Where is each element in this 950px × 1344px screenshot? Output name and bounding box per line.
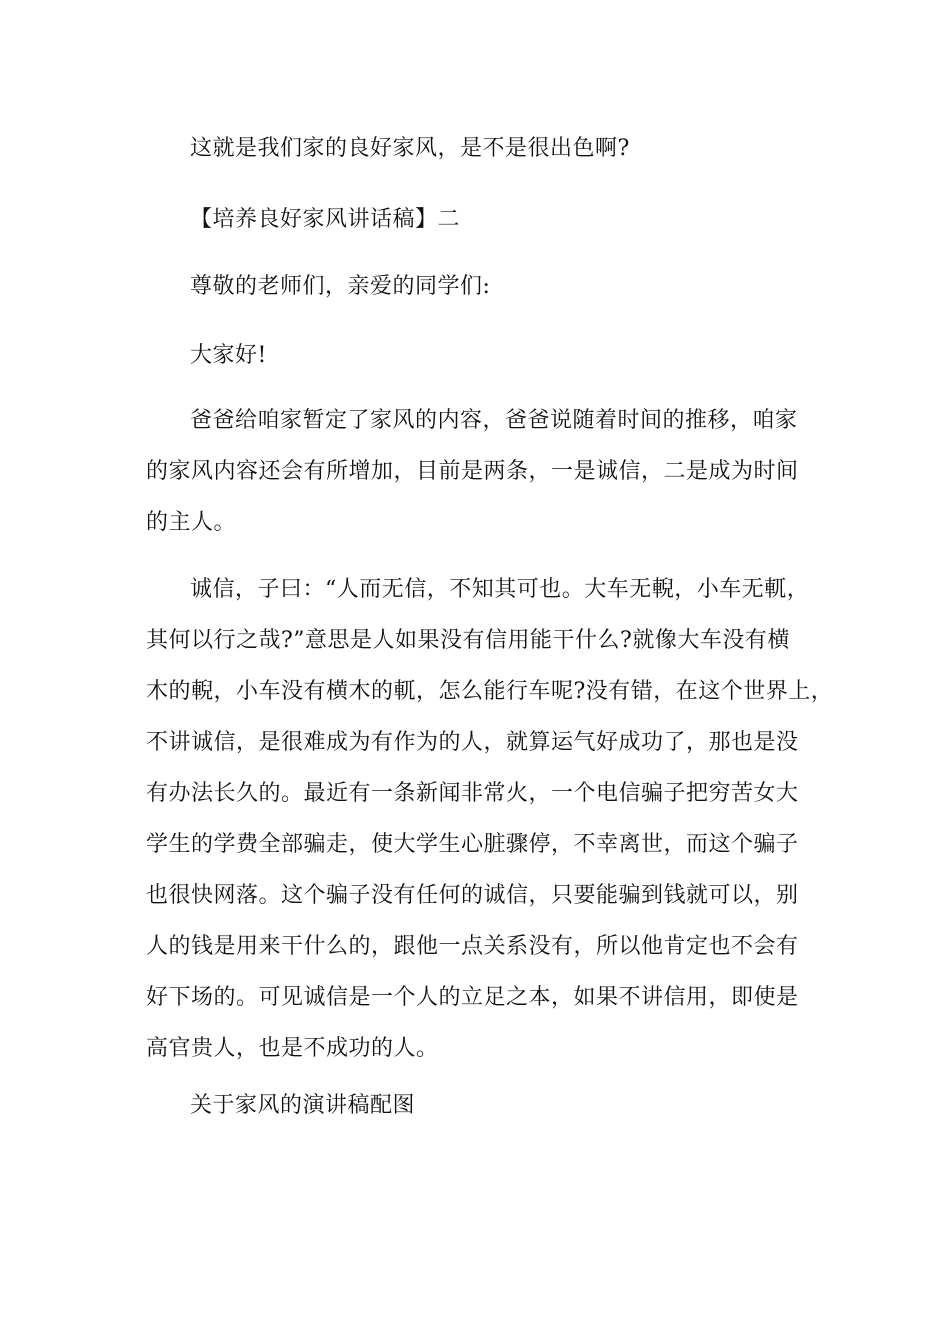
- paragraph-line: 的主人。: [146, 510, 237, 535]
- paragraph-line: 好下场的。可见诚信是一个人的立足之本，如果不讲信用，即使是: [146, 985, 799, 1010]
- paragraph-closing-question: 这就是我们家的良好家风，是不是很出色啊?: [190, 136, 630, 161]
- image-caption: 关于家风的演讲稿配图: [190, 1093, 416, 1118]
- salutation: 尊敬的老师们，亲爱的同学们:: [190, 274, 491, 299]
- paragraph-family-rules: [146, 395, 826, 548]
- paragraph-honesty: [146, 564, 834, 1074]
- greeting-hello: 大家好!: [190, 343, 267, 368]
- paragraph-line: 高官贵人，也是不成功的人。: [146, 1036, 439, 1061]
- paragraph-line: 人的钱是用来干什么的，跟他一点关系没有，所以他肯定也不会有: [146, 934, 799, 959]
- paragraph-line: 学生的学费全部骗走，使大学生心脏骤停，不幸离世，而这个骗子: [146, 832, 799, 857]
- paragraph-line: 木的輗，小车没有横木的軏，怎么能行车呢?没有错，在这个世界上，: [146, 679, 834, 704]
- paragraph-line: 诚信，子曰：“人而无信，不知其可也。大车无輗，小车无軏，: [190, 577, 810, 602]
- paragraph-line: 的家风内容还会有所增加，目前是两条，一是诚信，二是成为时间: [146, 459, 799, 484]
- section-heading: 【培养良好家风讲话稿】二: [190, 207, 461, 232]
- paragraph-line: 爸爸给咱家暂定了家风的内容，爸爸说随着时间的推移，咱家: [190, 408, 798, 433]
- paragraph-line: 不讲诚信，是很难成为有作为的人，就算运气好成功了，那也是没: [146, 730, 799, 755]
- paragraph-line: 有办法长久的。最近有一条新闻非常火，一个电信骗子把穷苦女大: [146, 781, 799, 806]
- paragraph-line: 其何以行之哉?”意思是人如果没有信用能干什么?就像大车没有横: [146, 628, 790, 653]
- paragraph-line: 也很快网落。这个骗子没有任何的诚信，只要能骗到钱就可以，别: [146, 883, 799, 908]
